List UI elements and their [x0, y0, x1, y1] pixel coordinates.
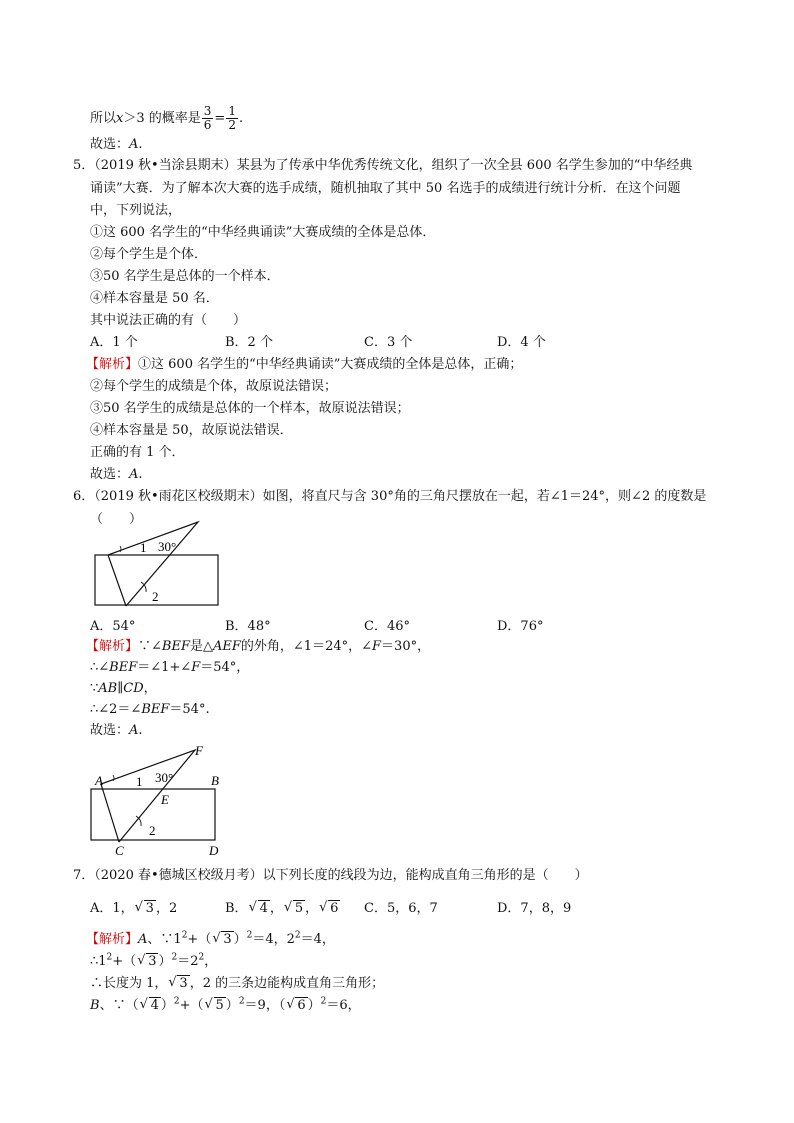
- text: ）: [158, 954, 172, 969]
- exponent: 2: [320, 996, 327, 1007]
- radicand: 3: [145, 901, 154, 916]
- q5-statement-4: ④样本容量是 50 名．: [90, 291, 219, 306]
- text: 所以: [90, 111, 117, 126]
- q7-line1: [73, 867, 588, 885]
- radicand: 3: [179, 976, 188, 991]
- q7-option-a: [90, 900, 177, 918]
- q6-line1: [73, 488, 706, 506]
- q7-analysis-2: [90, 953, 217, 971]
- exponent: 2: [181, 930, 188, 941]
- analysis-tag: 【解析】: [86, 932, 139, 947]
- text: ＝2: [177, 954, 199, 969]
- var: B: [90, 998, 100, 1013]
- period: .: [138, 723, 143, 738]
- text: ∴∠: [90, 660, 110, 675]
- q5-option-a: A．1 个: [90, 335, 138, 350]
- answer-value: A: [129, 467, 139, 482]
- period: .: [138, 137, 143, 152]
- q4-answer: [90, 136, 143, 154]
- text: A．1，: [90, 901, 134, 916]
- exponent: 2: [173, 996, 180, 1007]
- point-d-label: D: [209, 843, 219, 858]
- var: CD: [123, 681, 144, 696]
- sqrt: [286, 997, 307, 1015]
- var: AB: [98, 681, 118, 696]
- text: ）: [233, 932, 247, 947]
- q7-option-d: D．7，8，9: [497, 901, 572, 916]
- answer-value: A: [129, 723, 139, 738]
- ruler-triangle-figure: [90, 520, 230, 610]
- q5-statement-1: ①这 600 名学生的“中华经典诵读”大赛成绩的全体是总体．: [90, 225, 436, 240]
- text: ＝54°，: [200, 660, 250, 675]
- radicand: 3: [148, 954, 157, 969]
- point-f-label: F: [195, 743, 203, 758]
- denominator: 2: [228, 118, 236, 132]
- exponent: 2: [246, 930, 253, 941]
- radicand: 3: [223, 932, 232, 947]
- numerator: 1: [228, 104, 236, 118]
- text: +（: [187, 932, 212, 947]
- answer-label: 故选：: [90, 467, 130, 482]
- q5-analysis-2: ②每个学生的成绩是个体，故原说法错误；: [90, 379, 338, 394]
- point-a-label: A: [95, 773, 103, 788]
- text: ＝∠1+∠: [137, 660, 192, 675]
- comma: ，: [305, 901, 319, 916]
- triangle: [101, 750, 195, 842]
- sqrt: [140, 997, 161, 1015]
- sqrt: [135, 900, 156, 918]
- text: +（: [179, 998, 204, 1013]
- question-number: 5．: [73, 158, 95, 173]
- var: F: [372, 639, 382, 654]
- text: 、∵1: [147, 932, 182, 947]
- text: 的外角，∠1＝24°，∠: [240, 639, 373, 654]
- question-text: （2020 春•德城区校级月考）以下列长度的线段为边，能构成直角三角形的是（ ）: [94, 868, 588, 883]
- var: AEF: [213, 639, 241, 654]
- exponent: 2: [106, 952, 113, 963]
- sqrt: [212, 931, 233, 949]
- analysis-tag: 【解析】: [86, 357, 139, 372]
- q6-answer: [90, 722, 143, 740]
- q7-option-b: [225, 900, 340, 918]
- text: ，: [143, 681, 157, 696]
- var-x: x: [116, 111, 124, 126]
- text: ∵∠: [138, 639, 162, 654]
- fraction-1-2: [226, 105, 238, 132]
- question-text: （2019 秋•雨花区校级期末）如图，将直尺与含 30°角的三角尺摆放在一起，若∠1＝24°，则∠2 的度数是: [94, 489, 707, 504]
- q5-line3: 中，下列说法，: [90, 203, 182, 218]
- text: ∵: [90, 681, 99, 696]
- comma: ，: [269, 901, 283, 916]
- text: ∥: [117, 681, 124, 696]
- exponent: 2: [198, 952, 205, 963]
- point-b-label: B: [211, 773, 219, 788]
- text: ＝9，（: [244, 998, 286, 1013]
- var: A: [138, 932, 148, 947]
- text: 、∵（: [99, 998, 139, 1013]
- text: ＞3 的概率是: [123, 111, 201, 126]
- answer-label: 故选：: [90, 723, 130, 738]
- radicand: 6: [297, 998, 306, 1013]
- q6-option-c: C．46°: [364, 619, 410, 634]
- probability-line: [90, 105, 243, 132]
- radicand: 4: [150, 998, 159, 1013]
- q5-option-b: B．2 个: [225, 335, 273, 350]
- text: ，2: [155, 901, 178, 916]
- text: ＝30°，: [381, 639, 431, 654]
- q5-statement-2: ②每个学生是个体．: [90, 247, 208, 262]
- q5-line2: 诵读”大赛．为了解本次大赛的选手成绩，随机抽取了其中 50 名选手的成绩进行统计分析．在这个问题: [90, 181, 681, 196]
- angle-1-arc: [113, 775, 114, 781]
- q6-line2: （ ）: [90, 512, 143, 527]
- sqrt: [249, 900, 270, 918]
- angle-2-label: 2: [152, 589, 159, 604]
- text: 是△: [190, 639, 213, 654]
- question-text: （2019 秋•当涂县期末）某县为了传承中华优秀传统文化，组织了一次全县 600 名学生参加的“中华经典: [94, 158, 693, 173]
- exponent: 2: [294, 930, 301, 941]
- q5-line1: [73, 157, 692, 175]
- exponent: 2: [171, 952, 178, 963]
- point-e-label: E: [161, 792, 169, 807]
- radicand: 4: [259, 901, 268, 916]
- sqrt: [137, 953, 158, 971]
- numerator: 3: [203, 104, 212, 118]
- q6-option-b: B．48°: [225, 619, 271, 634]
- angle-30-label: 30°: [158, 539, 177, 554]
- text: ＝4，: [300, 932, 335, 947]
- q5-ask: 其中说法正确的有（ ）: [90, 313, 247, 328]
- radicand: 6: [330, 901, 339, 916]
- q6-option-a: A．54°: [90, 619, 136, 634]
- denominator: 6: [203, 118, 212, 132]
- period: .: [238, 111, 244, 126]
- answer-value: A: [129, 137, 139, 152]
- q5-statement-3: ③50 名学生是总体的一个样本．: [90, 269, 280, 284]
- angle-1-label: 1: [140, 540, 147, 555]
- var: F: [191, 660, 201, 675]
- sqrt: [284, 900, 305, 918]
- angle-1-arc: [120, 546, 121, 552]
- q6-analysis-2: [90, 659, 249, 677]
- q7-analysis-1: [86, 931, 335, 949]
- q5-analysis-5: 正确的有 1 个．: [90, 445, 185, 460]
- analysis-text: ①这 600 名学生的“中华经典诵读”大赛成绩的全体是总体，正确；: [138, 357, 523, 372]
- exponent: 2: [238, 996, 245, 1007]
- q5-analysis-4: ④样本容量是 50，故原说法错误．: [90, 423, 293, 438]
- q7-analysis-4: [90, 997, 361, 1015]
- text: ）: [160, 998, 174, 1013]
- q6-analysis-1: [86, 638, 430, 656]
- q6-analysis-4: [90, 701, 210, 719]
- q5-answer: [90, 466, 143, 484]
- analysis-tag: 【解析】: [86, 639, 139, 654]
- sqrt: [319, 900, 340, 918]
- var: BEF: [161, 639, 190, 654]
- text: ＝4，2: [252, 932, 295, 947]
- q7-analysis-3: [90, 975, 384, 993]
- text: ，2 的三条边能构成直角三角形；: [189, 976, 385, 991]
- q6-option-d: D．76°: [497, 619, 544, 634]
- period: .: [138, 467, 143, 482]
- text: ）: [225, 998, 239, 1013]
- answer-label: 故选：: [90, 137, 130, 152]
- text: ＝6，: [326, 998, 361, 1013]
- text: ，: [204, 954, 218, 969]
- text: ＝54°.: [169, 702, 210, 717]
- angle-30-label: 30°: [155, 770, 174, 785]
- angle-1-label: 1: [136, 774, 143, 789]
- sqrt: [205, 997, 226, 1015]
- fraction-3-6: [202, 105, 214, 132]
- var: BEF: [141, 702, 170, 717]
- text: ∴1: [90, 954, 107, 969]
- q7-option-c: C．5，6，7: [364, 901, 438, 916]
- q6-analysis-3: [90, 680, 157, 698]
- q5-option-d: D．4 个: [497, 335, 546, 350]
- question-number: 7．: [73, 868, 95, 883]
- question-number: 6．: [73, 489, 95, 504]
- q5-analysis-3: ③50 名学生的成绩是总体的一个样本，故原说法错误；: [90, 401, 410, 416]
- sqrt: [168, 975, 189, 993]
- equals: =: [214, 111, 226, 126]
- q5-option-c: C．3 个: [364, 335, 413, 350]
- text: ∴长度为 1，: [90, 976, 168, 991]
- text: ∴∠2＝∠: [90, 702, 142, 717]
- text: ）: [307, 998, 321, 1013]
- angle-2-label: 2: [149, 823, 156, 838]
- radicand: 5: [215, 998, 224, 1013]
- q5-analysis-1: [86, 356, 522, 374]
- radicand: 5: [294, 901, 304, 916]
- var: BEF: [109, 660, 138, 675]
- point-c-label: C: [115, 843, 124, 858]
- labeled-figure: [85, 742, 235, 860]
- text: B．: [225, 901, 248, 916]
- text: +（: [112, 954, 137, 969]
